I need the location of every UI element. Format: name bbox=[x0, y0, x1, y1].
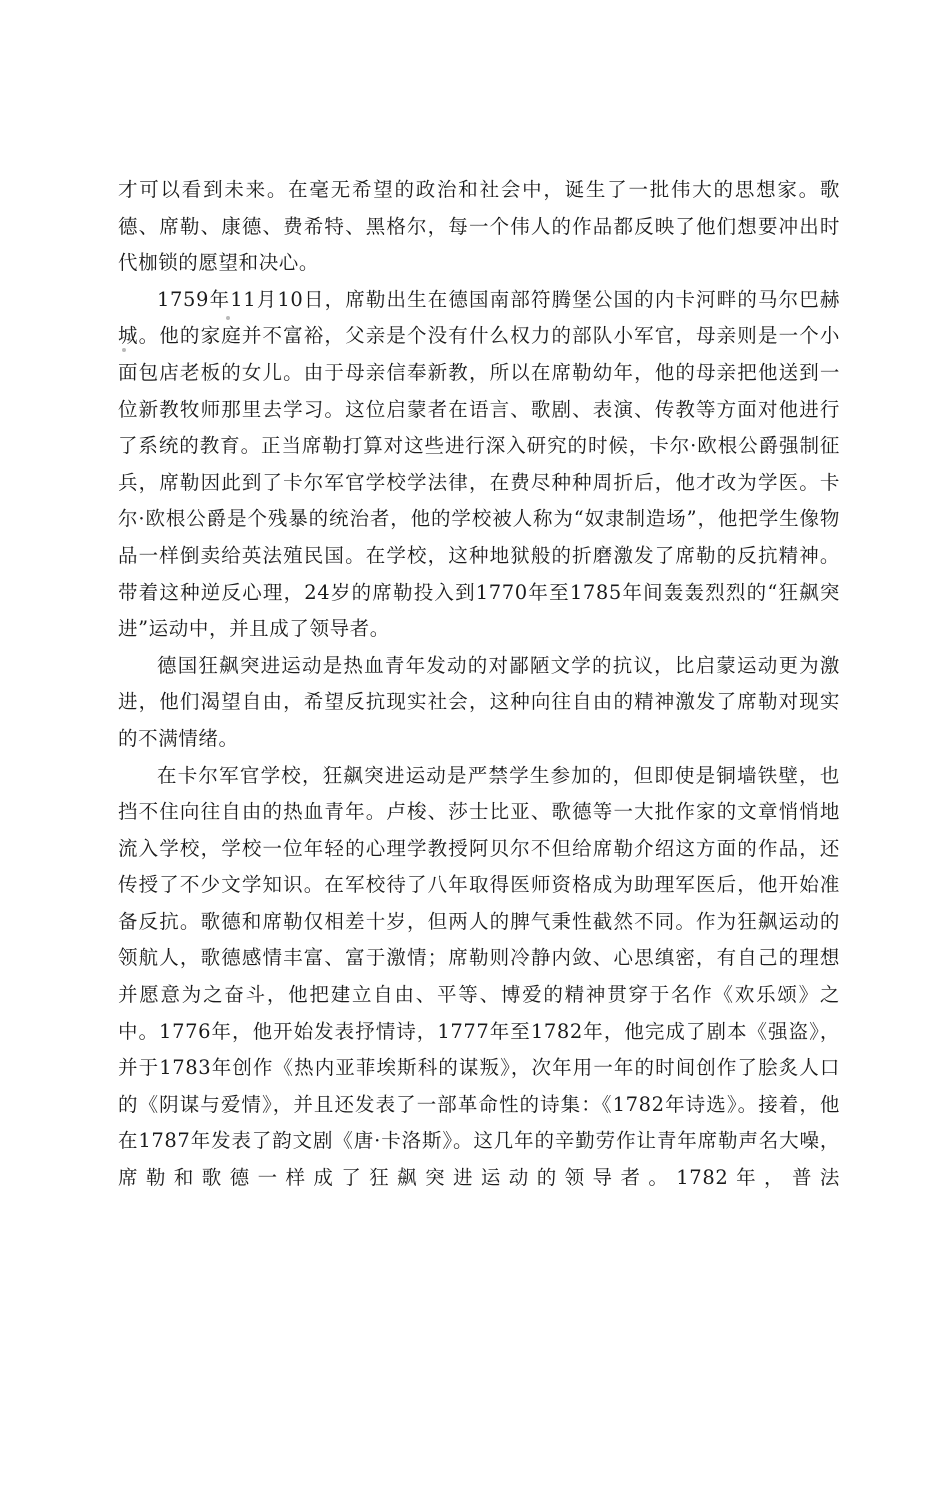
paragraph-3: 德国狂飙突进运动是热血青年发动的对鄙陋文学的抗议，比启蒙运动更为激进，他们渴望自由，希望反抗现实社会，这种向往自由的精神激发了席勒对现实的不满情绪。 bbox=[118, 653, 840, 750]
paragraph-2: 1759年11月10日，席勒出生在德国南部符腾堡公国的内卡河畔的马尔巴赫城。他的家庭并不富裕，父亲是个没有什么权力的部队小军官，母亲则是一个小面包店老板的女儿。由于母亲信奉新教，所以在席勒幼年，他的母亲把他送到一位新教牧师那里去学习。这位启蒙者在语言、歌剧、表演、传教等方面对他进行了系统的教育。正当席勒打算对这些进行深入研究的时候，卡尔·欧根公爵强制征兵，席勒因此到了卡尔军官学校学法律，在费尽种种周折后，他才改为学医。卡尔·欧根公爵是个残暴的统治者，他的学校被人称为“奴隶制造场”，他把学生像物品一样倒卖给英法殖民国。在学校，这种地狱般的折磨激发了席勒的反抗精神。带着这种逆反心理，24岁的席勒投入到1770年至1785年间轰轰烈烈的“狂飙突进”运动中，并且成了领导者。 bbox=[118, 287, 840, 641]
paragraph-4: 在卡尔军官学校，狂飙突进运动是严禁学生参加的，但即使是铜墙铁壁，也挡不住向往自由的热血青年。卢梭、莎士比亚、歌德等一大批作家的文章悄悄地流入学校，学校一位年轻的心理学教授阿贝尔不但给席勒介绍这方面的作品，还传授了不少文学知识。在军校待了八年取得医师资格成为助理军医后，他开始准备反抗。歌德和席勒仅相差十岁，但两人的脾气秉性截然不同。作为狂飙运动的领航人，歌德感情丰富、富于激情；席勒则冷静内敛、心思缜密，有自己的理想并愿意为之奋斗，他把建立自由、平等、博爱的精神贯穿于名作《欢乐颂》之中。1776年，他开始发表抒情诗，1777年至1782年，他完成了剧本《强盗》，并于1783年创作《热内亚菲埃斯科的谋叛》，次年用一年的时间创作了脍炙人口的《阴谋与爱情》，并且还发表了一部革命性的诗集：《1782年诗选》。接着，他在1787年发表了韵文剧《唐·卡洛斯》。这几年的辛勤劳作让青年席勒声名大噪，席勒和歌德一样成了狂飙突进运动的领导者。1782年，普法 bbox=[118, 763, 840, 1190]
body-text bbox=[118, 172, 840, 1197]
paragraph-1: 才可以看到未来。在毫无希望的政治和社会中，诞生了一批伟大的思想家。歌德、席勒、康德、费希特、黑格尔，每一个伟人的作品都反映了他们想要冲出时代枷锁的愿望和决心。 bbox=[118, 178, 840, 275]
